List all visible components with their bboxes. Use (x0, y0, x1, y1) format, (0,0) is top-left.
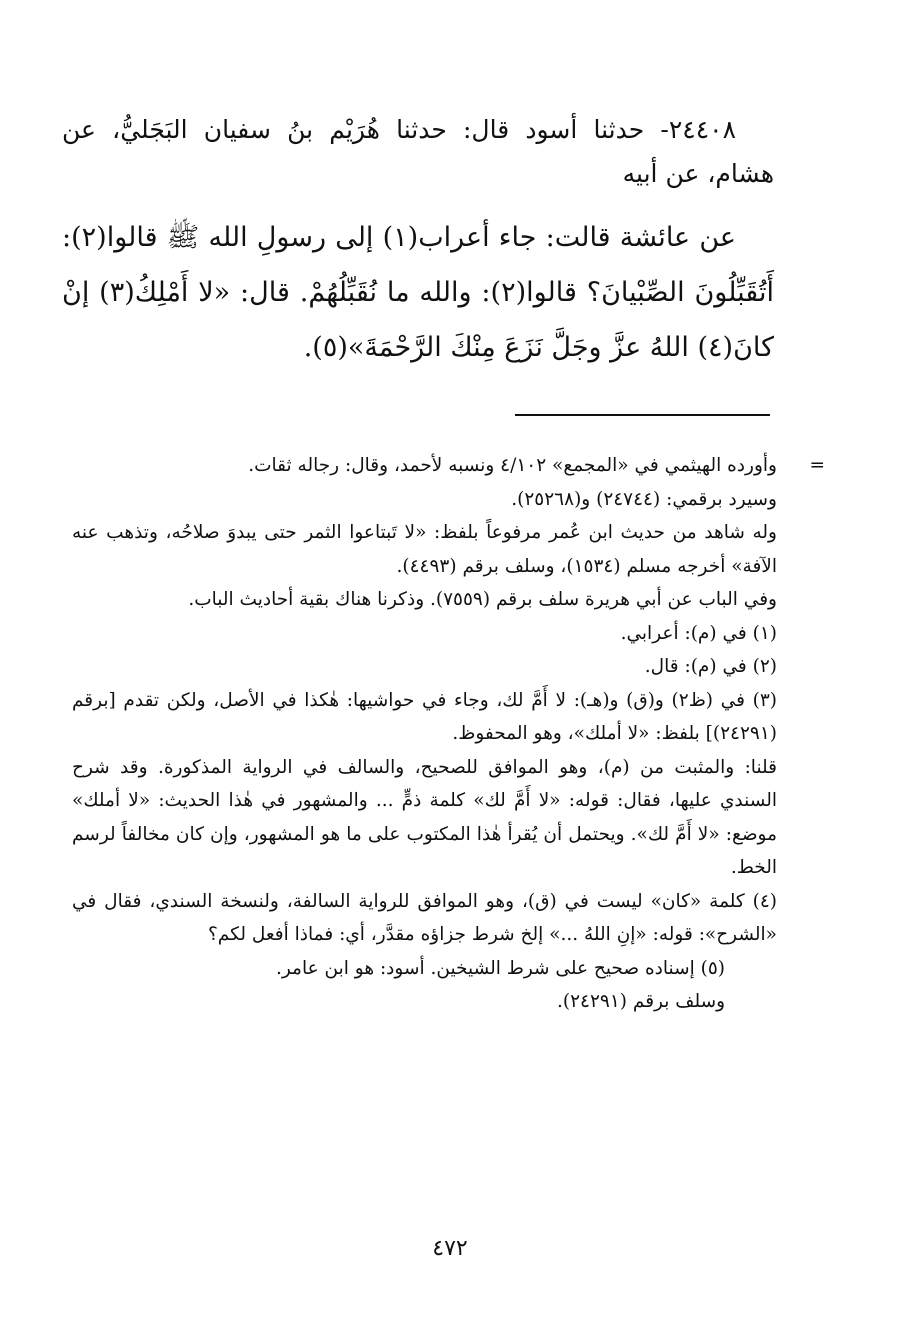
footnote-line: وسيرد برقمي: (٢٤٧٤٤) و(٢٥٢٦٨). (511, 488, 777, 510)
footnote-line: وله شاهد من حديث ابن عُمر مرفوعاً بلفظ: «لا تَبتاعوا الثمر حتى يبدوَ صلاحُه، وتذهب عنه الآفة» أخرجه مسلم (١٥٣٤)، وسلف برقم (٤٤٩٣). (72, 522, 777, 577)
footnote-2: (٢) في (م): قال. (644, 656, 777, 677)
footnote-line: وأورده الهيثمي في «المجمع» ٤/١٠٢ ونسبه لأحمد، وقال: رجاله ثقات. (248, 455, 777, 476)
hadith-chain: ٢٤٤٠٨- حدثنا أسود قال: حدثنا هُرَيْم بنُ سفيان البَجَليُّ، عن هشام، عن أبيه (62, 115, 774, 188)
footnote-line: وفي الباب عن أبي هريرة سلف برقم (٧٥٥٩). وذكرنا هناك بقية أحاديث الباب. (188, 589, 777, 610)
footnote-3: (٣) في (ظ٢) و(ق) و(هـ): لا أَمَّ لك، وجاء في حواشيها: هٰكذا في الأصل، ولكن تقدم [برقم (٢٤٢٩١)] بلفظ: «لا أملك»، وهو المحفوظ. (72, 689, 777, 744)
footnote-5: (٥) إسناده صحيح على شرط الشيخين. أسود: هو ابن عامر. (275, 957, 725, 979)
hadith-block (62, 108, 774, 375)
continuation-marker: = (809, 455, 825, 476)
page-number: ٤٧٢ (432, 1236, 468, 1261)
footnote-3-comment: قلنا: والمثبت من (م)، وهو الموافق للصحيح، والسالف في الرواية المذكورة. وقد شرح السندي عليها، فقال: قوله: «لا أَمَّ لك» كلمة ذمٍّ ... والمشهور في هٰذا الحديث: «لا أملك» موضع: «لا أَمَّ لك». ويحتمل أن يُقرأ هٰذا المكتوب على ما هو المشهور، وإن كان مخالفاً لرسم الخط. (72, 756, 777, 878)
footnote-5-ref: وسلف برقم (٢٤٢٩١). (557, 991, 725, 1012)
footnote-4: (٤) كلمة «كان» ليست في (ق)، وهو الموافق للرواية السالفة، ولنسخة السندي، فقال في «الشرح»: قوله: «إنِ اللهُ ...» إلخ شرط جزاؤه مقدَّر، أي: فماذا أفعل لكم؟ (72, 890, 777, 945)
footnote-continuation (72, 449, 825, 483)
hadith-text: عن عائشة قالت: جاء أعراب(١) إلى رسولِ الله ﷺ قالوا(٢): أَتُقَبِّلُونَ الصِّبْيانَ؟ قالوا(٢): والله ما نُقَبِّلُهُمْ. قال: «لا أَمْلِكُ(٣) إنْ كانَ(٤) اللهُ عزَّ وجَلَّ نَزَعَ مِنْكَ الرَّحْمَةَ»(٥). (62, 222, 774, 363)
footnote-1: (١) في (م): أعرابي. (620, 622, 777, 644)
footnote-separator (515, 414, 770, 416)
footnotes (72, 449, 825, 1019)
